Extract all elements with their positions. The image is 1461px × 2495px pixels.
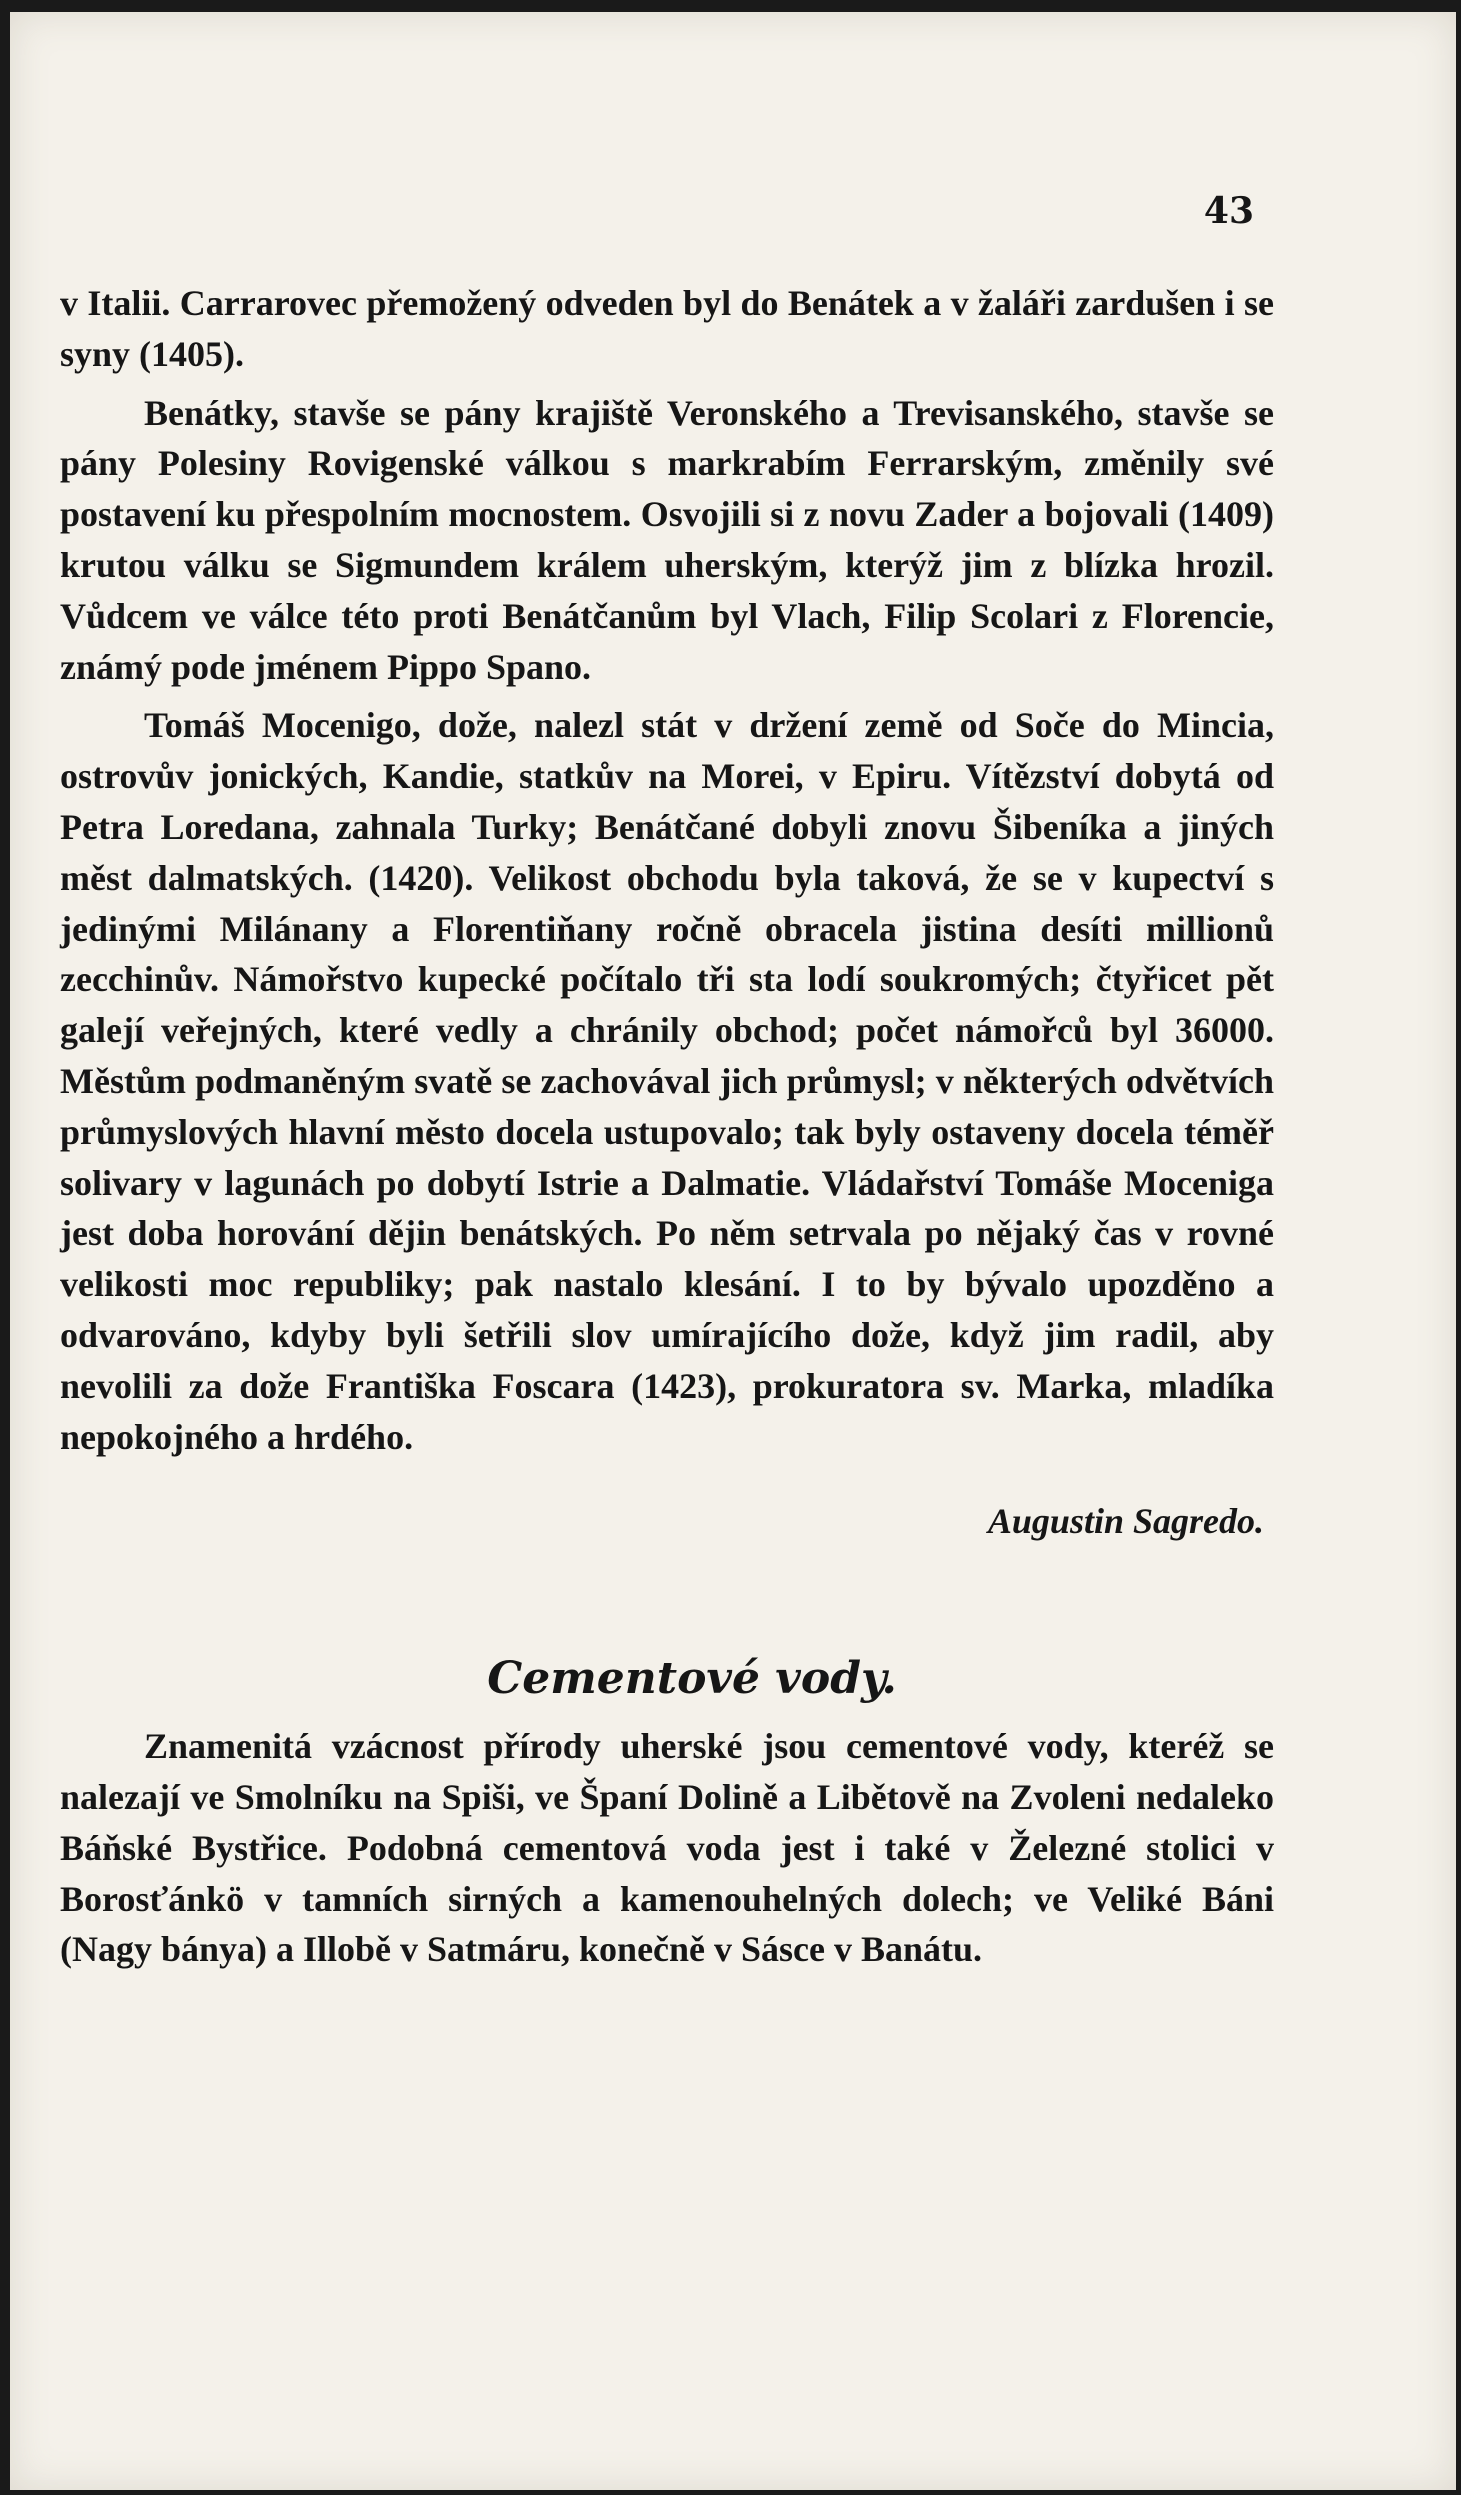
paragraph-venice-territories: Benátky, stavše se pány krajiště Veronského a Trevisanského, stavše se pány Polesiny Rovigenské válkou s markrabím Ferrarským, změnily své postavení ku přespolním mocnostem. Osvojili si z novu Zader a bojovali (1409) krutou válku se Sigmundem králem uherským, kterýž jim z blízka hrozil. Vůdcem ve válce této proti Benátčanům byl Vlach, Filip Scolari z Florencie, známý pode jménem Pippo Spano. [60,392,1274,687]
paragraph-mocenigo: Tomáš Mocenigo, dože, nalezl stát v držení země od Soče do Mincia, ostrovův jonických, Kandie, statkův na Morei, v Epiru. Vítězství dobytá od Petra Loredana, zahnala Turky; Benátčané dobyli znovu Šibeníka a jiných měst dalmatských. (1420). Velikost obchodu byla taková, že se v kupectví s jedinými Milánany a Florentiňany ročně obracela jistina desíti millionů zecchinův. Námořstvo kupecké počítalo tři sta lodí soukromých; čtyřicet pět galejí veřejných, které vedly a chránily obchod; počet námořců byl 36000. Městům podmaněným svatě se zachovával jich průmysl; v některých odvětvích průmyslových hlavní město docela ustupovalo; tak byly ostaveny docela téměř solivary v lagunách po dobytí Istrie a Dalmatie. Vládařství Tomáše Moceniga jest doba horování dějin benátských. Po něm setrvala po nějaký čas v rovné velikosti moc republiky; pak nastalo klesání. I to by bývalo upozděno a odvarováno, kdyby byli šetřili slov umírajícího dože, když jim radil, aby nevolili za dože Františka Foscara (1423), prokuratora sv. Marka, mladíka nepokojného a hrdého. [60,705,1274,1457]
paragraph-continuation: v Italii. Carrarovec přemožený odveden byl do Benátek a v žaláři zardušen i se syny (1405). [60,283,1274,374]
paragraph-cement-waters: Znamenitá vzácnost přírody uherské jsou cementové vody, kteréž se nalezají ve Smolníku na Spiši, ve Španí Dolině a Libětově na Zvoleni nedaleko Báňské Bystřice. Podobná cementová voda jest i také v Železné stolici v Borosťánkö v tamních sirných a kamenouhelných dolech; ve Veliké Báni (Nagy bánya) a Illobě v Satmáru, konečně v Sásce v Banátu. [60,1726,1274,1970]
book-page [10,12,1456,2490]
author-signature: Augustin Sagredo. [987,1501,1264,1542]
page-content [60,278,1274,1975]
section-title: Cementové vody. [487,1653,897,1705]
page-number: 43 [1203,190,1254,232]
